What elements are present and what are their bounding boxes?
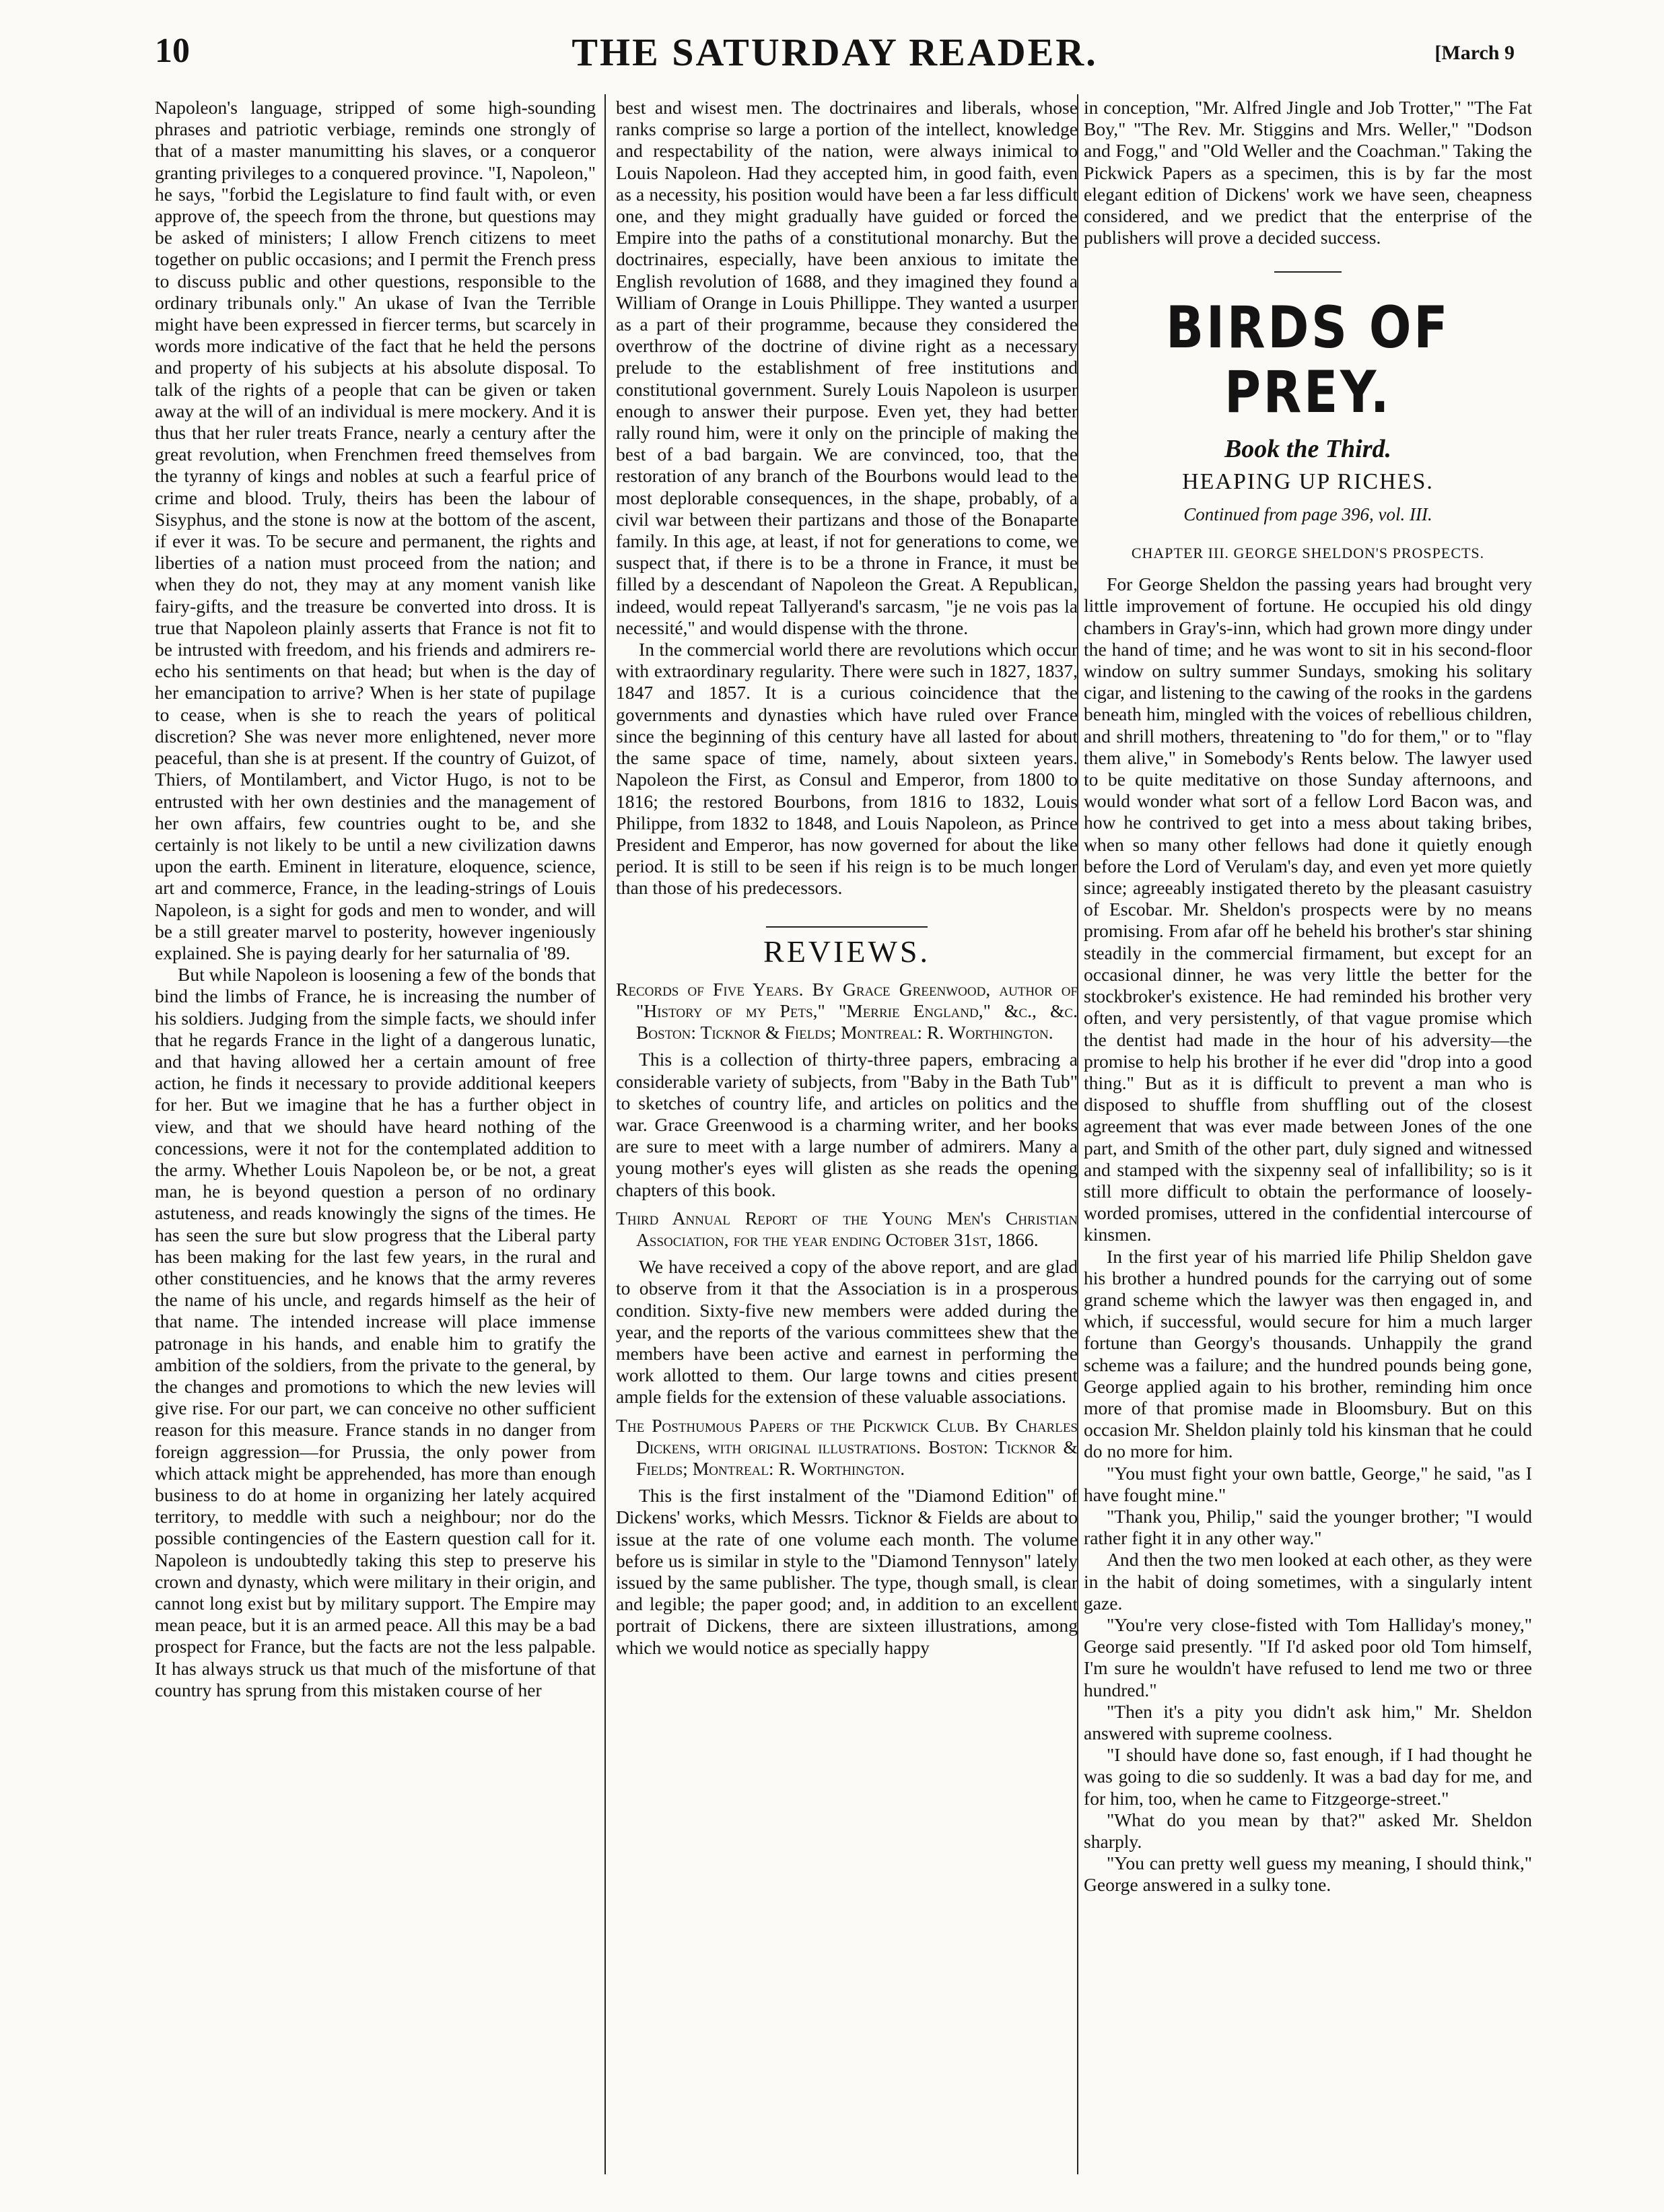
review-text: This is the first instalment of the "Diamond Edition" of Dickens' works, which Messrs. Ticknor & Fields are about to issue at the rate of one volume each month. The volume before us is similar in style to the "Diamond Tennyson" lately issued by the same publisher. The type, though small, is clear and legible; the paper good; and, in addition to an excellent portrait of Dickens, there are sixteen illustrations, among which we would notice as specially happy: [616, 1485, 1078, 1658]
column-1: [155, 97, 596, 2184]
article-paragraph: In the commercial world there are revolutions which occur with extraordinary regularity. There were such in 1827, 1837, 1847 and 1857. It is a curious coincidence that the governments and dynasties which have ruled over France since the beginning of this century have all lasted for about the same space of time, namely, about sixteen years. Napoleon the First, as Consul and Emperor, from 1800 to 1816; the restored Bourbons, from 1816 to 1832, Louis Philippe, from 1832 to 1848, and Louis Napoleon, as Prince President and Emperor, has now governed for about the like period. It is still to be seen if his reign is to be much longer than those of his predecessors.: [616, 639, 1078, 899]
story-paragraph: "Thank you, Philip," said the younger brother; "I would rather fight it in any other way.": [1084, 1505, 1532, 1549]
article-paragraph: But while Napoleon is loosening a few of the bonds that bind the limbs of France, he is increasing the number of his soldiers. Judging from the simple facts, we should infer that he regards France in the light of a dangerous lunatic, and that having allowed her a certain amount of free action, he finds it necessary to provide additional keepers for her. But we imagine that he has a further object in view, and that we should have heard nothing of the concessions, were it not for the contemplated addition to the army. Whether Louis Napoleon be, or be not, a great man, he is beyond question a person of no ordinary astuteness, and reads knowingly the signs of the times. He has seen the sure but slow progress that the Liberal party has been making for the last few years, in the rural and other constituencies, and he knows that the army reveres the name of his uncle, and regards himself as the heir of that name. The intended increase will place immense patronage in his hands, and enable him to gratify the ambition of the soldiers, from the private to the general, by the changes and promotions to which the new levies will give rise. For our part, we can conceive no other sufficient reason for this measure. France stands in no danger from foreign aggression—for Prussia, the only power from which attack might be apprehended, has more than enough business to do at home in organizing her lately acquired territory, to meddle with such a neighbour; nor do the possible contingencies of the Eastern question call for it. Napoleon is undoubtedly taking this step to preserve his crown and dynasty, which were military in their origin, and cannot long exist but by military support. The Empire may mean peace, but it is an armed peace. All this may be a bad prospect for France, but the facts are not the less palpable. It has always struck us that much of the misfortune of that country has sprung from this mistaken course of her: [155, 964, 596, 1700]
column-2: [616, 97, 1078, 2184]
story-paragraph: And then the two men looked at each other, as they were in the habit of doing sometimes, with a singularly intent gaze.: [1084, 1549, 1532, 1614]
story-paragraph: "What do you mean by that?" asked Mr. Sheldon sharply.: [1084, 1809, 1532, 1853]
review-citation: [616, 1208, 1078, 1251]
issue-date: [March 9: [1434, 42, 1515, 64]
story-paragraph: "You must fight your own battle, George," he said, "as I have fought mine.": [1084, 1462, 1532, 1505]
article-paragraph: Napoleon's language, stripped of some high-sounding phrases and patriotic verbiage, reminds one strongly of that of a master manumitting his slaves, or a conqueror granting privileges to a conquered province. "I, Napoleon," he says, "forbid the Legislature to find fault with, or even approve of, the speech from the throne, but questions may be asked of ministers; I allow French citizens to meet together on public occasions; and I permit the French press to discuss public and other questions, responsible to the ordinary tribunals only." An ukase of Ivan the Terrible might have been expressed in fiercer terms, but scarcely in words more indicative of the fact that he held the persons and property of his subjects at his absolute disposal. To talk of the rights of a people that can be given or taken away at the will of an individual is mere mockery. And it is thus that her ruler treats France, nearly a century after the great revolution, when Frenchmen freed themselves from the tyranny of kings and nobles at such a fearful price of crime and blood. Truly, theirs has been the labour of Sisyphus, and the stone is now at the bottom of the ascent, if ever it was. To be secure and permanent, the rights and liberties of a nation must proceed from the nation; and when they do not, they may at any moment vanish like fairy-gifts, and the treasure be converted into dross. It is true that Napoleon plainly asserts that France is not fit to be intrusted with freedom, and his friends and admirers re-echo his sentiments on that head; but when is the day of her emancipation to arrive? When is her state of pupilage to cease, when is she to reach the years of political discretion? She was never more enlightened, never more peaceful, than she is at present. If the country of Guizot, of Thiers, of Montilambert, and Victor Hugo, is not to be entrusted with her own destinies and the management of her own affairs, few countries ought to be, and she certainly is not likely to be until a new civilization dawns upon the earth. Eminent in literature, eloquence, science, art and commerce, France, in the leading-strings of Louis Napoleon, is a sight for gods and men to wonder, and will be a still greater marvel to posterity, however ingeniously explained. She is paying dearly for her saturnalia of '89.: [155, 97, 596, 963]
review-citation-text: The Posthumous Papers of the Pickwick Club. By Charles Dickens, with original illustrations. Boston: Ticknor & Fields; Montreal: R. Worthington.: [616, 1414, 1078, 1479]
book-label: Book the Third.: [1224, 435, 1392, 464]
serial-title: BIRDS OF PREY.: [1165, 294, 1451, 427]
page-number: 10: [155, 32, 190, 70]
story-paragraph: "I should have done so, fast enough, if I had thought he was going to die so suddenly. It was a bad day for me, and for him, too, when he came to Fitzgeorge-street.": [1084, 1744, 1532, 1809]
review-citation-text: Records of Five Years. By Grace Greenwood, author of "History of my Pets," "Merrie England," &c., &c. Boston: Ticknor & Fields; Montreal: R. Worthington.: [616, 978, 1078, 1043]
continued-note: Continued from page 396, vol. III.: [1183, 504, 1432, 524]
story-paragraph: In the first year of his married life Philip Sheldon gave his brother a hundred pounds for the carrying out of some grand scheme which the lawyer was then engaged in, and which, if successful, would secure for him a much larger fortune than Georgy's thousands. Unhappily the grand scheme was a failure; and the hundred pounds being gone, George applied again to his brother, reminding him once more of that promise made in Bloomsbury. But on this occasion Mr. Sheldon plainly told his kinsman that he could do no more for him.: [1084, 1245, 1532, 1462]
story-paragraph: "Then it's a pity you didn't ask him," Mr. Sheldon answered with supreme coolness.: [1084, 1700, 1532, 1743]
column-rule: [604, 94, 606, 2174]
page-header: [155, 24, 1515, 78]
book-subtitle: HEAPING UP RICHES.: [1182, 469, 1434, 494]
review-text: This is a collection of thirty-three papers, embracing a considerable variety of subjects, from "Baby in the Bath Tub" to sketches of country life, and articles on politics and the war. Grace Greenwood is a charming writer, and her books are sure to meet with a large number of admirers. Many a young mother's eyes will glisten as she reads the opening chapters of this book.: [616, 1049, 1078, 1200]
review-text: We have received a copy of the above report, and are glad to observe from it that the Association is in a prosperous condition. Sixty-five new members were added during the year, and the reports of the various committees shew that the members have been active and earnest in performing the work allotted to them. Our large towns and cities present ample fields for the extension of these valuable associations.: [616, 1256, 1078, 1408]
article-paragraph: best and wisest men. The doctrinaires and liberals, whose ranks comprise so large a portion of the intellect, knowledge and respectability of the nation, were always inimical to Louis Napoleon. Had they accepted him, in good faith, even as a necessity, his position would have been a far less difficult one, and they might gradually have guided or forced the Empire into the paths of a constitutional monarchy. But the doctrinaires, especially, have been anxious to imitate the English revolution of 1688, and they imagined they found a William of Orange in Louis Phillippe. They wanted a usurper as a part of their programme, because they considered the overthrow of the doctrine of divine right as a necessary prelude to the establishment of free institutions and constitutional government. Surely Louis Napoleon is usurper enough to answer their purpose. Even yet, they had better rally round him, were it only on the principle of making the best of a bad bargain. We are convinced, too, that the restoration of any branch of the Bourbons would lead to the most deplorable consequences, in the shape, probably, of a civil war between their partizans and those of the Bonaparte family. In this age, at least, if not for generations to come, we suspect that, if there is to be a throne in France, it must be filled by a descendant of Napoleon the Great. A Republican, indeed, would repeat Tallyerand's sarcasm, "je ne vois pas la necessité," and would dispense with the throne.: [616, 97, 1078, 638]
article-paragraph: in conception, "Mr. Alfred Jingle and Job Trotter," "The Fat Boy," "The Rev. Mr. Stiggins and Mrs. Weller," "Dodson and Fogg," and "Old Weller and the Coachman." Taking the Pickwick Papers as a specimen, this is by far the most elegant edition of Dickens' work we have seen, cheapness considered, and we predict that the enterprise of the publishers will prove a decided success.: [1084, 97, 1532, 248]
story-paragraph: "You're very close-fisted with Tom Halliday's money," George said presently. "If I'd asked poor old Tom himself, I'm sure he wouldn't have refused to lend me two or three hundred.": [1084, 1614, 1532, 1700]
story-paragraph: For George Sheldon the passing years had brought very little improvement of fortune. He occupied his old dingy chambers in Gray's-inn, which had grown more dingy under the hand of time; and he was wont to sit in his second-floor window on sultry summer Sundays, smoking his solitary cigar, and listening to the cawing of the rooks in the gardens beneath him, mingled with the voices of rebellious children, and shrill mothers, threatening to "do for them," or to "flay them alive," in Somebody's Rents below. The lawyer used to be quite meditative on those Sunday afternoons, and would wonder what sort of a fellow Lord Bacon was, and how he contrived to get into a mess about taking bribes, when so many other fellows had done it quietly enough before the Lord of Verulam's day, and even yet more quietly since; agreeably instigated thereto by the pleasant casuistry of Escobar. Mr. Sheldon's prospects were by no means promising. From afar off he beheld his brother's star shining steadily in the commercial firmament, but except for an occasional dinner, he was very little the better for the stockbroker's existence. He had reminded his brother very often, and very persistently, of that vague promise which the dentist had made in the hour of his adversity—the promise to help his brother if he ever did "drop into a good thing." But as it is difficult to prevent a man who is disposed to shuffle from shuffling out of the closest agreement that was ever made between Jones of the one part, and Smith of the other part, duly signed and witnessed and stamped with the sixpenny seal of infallibility; so is it still more difficult to obtain the performance of loosely-worded promises, uttered in the confidential intercourse of kinsmen.: [1084, 574, 1532, 1245]
masthead: THE SATURDAY READER.: [571, 30, 1098, 74]
section-divider: [1274, 271, 1342, 273]
review-citation-text: Third Annual Report of the Young Men's Christian Association, for the year ending October 31st, 1866.: [616, 1207, 1078, 1250]
review-citation: [616, 979, 1078, 1044]
review-citation: [616, 1415, 1078, 1480]
reviews-heading: REVIEWS.: [616, 926, 1078, 963]
chapter-heading: CHAPTER III. GEORGE SHELDON'S PROSPECTS.: [1131, 545, 1485, 562]
story-paragraph: "You can pretty well guess my meaning, I should think," George answered in a sulky tone.: [1084, 1853, 1532, 1896]
column-3: [1084, 97, 1532, 2184]
